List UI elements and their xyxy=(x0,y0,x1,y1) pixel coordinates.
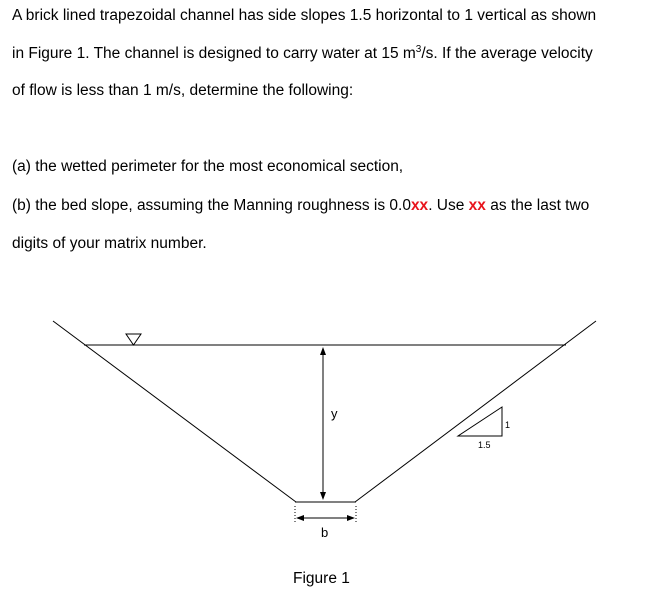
arrow-down-icon xyxy=(320,492,326,500)
part-b-middle: . Use xyxy=(428,197,469,214)
arrow-right-icon xyxy=(347,515,355,521)
part-a: (a) the wetted perimeter for the most economical section, xyxy=(12,158,404,175)
manning-digits-placeholder: xx xyxy=(410,197,429,214)
slope-horizontal-label: 1.5 xyxy=(478,440,491,450)
problem-line-2-suffix: /s. If the average velocity xyxy=(421,45,593,62)
problem-line-2-text: in Figure 1. The channel is designed to carry water at 15 m xyxy=(12,45,416,62)
water-level-icon xyxy=(126,334,141,345)
width-label: b xyxy=(321,525,329,540)
problem-line-1: A brick lined trapezoidal channel has side slopes 1.5 horizontal to 1 vertical as shown xyxy=(12,7,597,24)
problem-line-3: of flow is less than 1 m/s, determine the following: xyxy=(12,82,354,99)
depth-label: y xyxy=(331,406,338,421)
part-b-line-2: digits of your matrix number. xyxy=(12,235,207,252)
matrix-digits-placeholder: xx xyxy=(468,197,486,214)
arrow-up-icon xyxy=(320,347,326,355)
slope-vertical-label: 1 xyxy=(505,420,511,430)
arrow-left-icon xyxy=(296,515,304,521)
slope-triangle xyxy=(458,407,502,436)
superscript-3: 3 xyxy=(415,43,422,55)
right-side-slope xyxy=(355,321,596,502)
figure-caption: Figure 1 xyxy=(293,570,350,587)
part-b-text: (b) the bed slope, assuming the Manning roughness is 0.0 xyxy=(12,197,411,214)
part-b-suffix: as the last two xyxy=(485,197,590,214)
left-side-slope xyxy=(53,321,296,502)
